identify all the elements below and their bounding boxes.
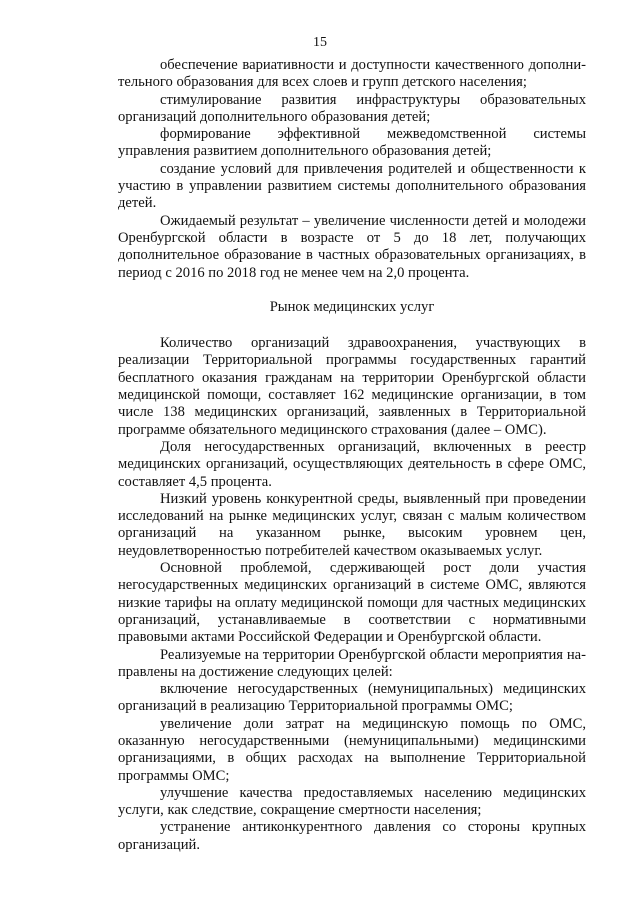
section-body: [118, 335, 586, 854]
paragraph-main-problem: Основной проблемой, сдерживающей рост доли участия негосударственных медицинских организаций в системе ОМС, являются низкие тарифы на оплату медицинской помощи для частных медицинских организаций, устанавливаемые в соответствии с нормативными правовыми актами Российской Федерации и Оренбургской области.: [118, 560, 586, 646]
goal-item-quality: улучшение качества предоставляемых населению медицинских услуги, как следствие, сокращение смертности населения;: [118, 784, 586, 819]
paragraph-organization-count: Количество организаций здравоохранения, участвующих в реализации Территориальной программы государственных гарантий бесплатного оказания гражданам на территории Оренбургской области медицинской помощи, составляет 162 медицинские организации, в том числе 138 медицинских организаций, заявленных в Территориальной программе обязательного медицинского страхования (далее – ОМС).: [118, 335, 586, 438]
paragraph-goals-intro: Реализуемые на территории Оренбургской области мероприятия направлены на достижение следующих целей:: [118, 646, 586, 680]
section-heading: Рынок медицинских услуг: [269, 298, 435, 315]
goal-item-parent-involvement: создание условий для привлечения родителей и общественности к участию в управлении развитием системы дополнительного образования детей.: [118, 160, 586, 212]
expected-result-paragraph: Ожидаемый результат – увеличение численности детей и молодежи Оренбургской области в возрасте от 5 до 18 лет, получающих дополнительное образование в частных образовательных организациях, в период с 2016 по 2018 год не менее чем на 2,0 процента.: [118, 212, 586, 281]
goal-item-inclusion: включение негосударственных (немуниципальных) медицинских организаций в реализацию Территориальной программы ОМС;: [118, 681, 586, 715]
goal-item-anticompetitive: устранение антиконкурентного давления со стороны крупных организаций.: [118, 819, 586, 853]
paragraph-private-share: Доля негосударственных организаций, включенных в реестр медицинских организаций, осуществляющих деятельность в сфере ОМС, составляет 4,5 процента.: [118, 438, 586, 490]
goal-item-infrastructure: стимулирование развития инфраструктуры образовательных организаций дополнительного образования детей;: [118, 91, 586, 125]
paragraph-low-competition: Низкий уровень конкурентной среды, выявленный при проведении исследований на рынке медицинских услуг, связан с малым количеством организаций на указанном рынке, высоким уровнем цен, неудовлетворенностью потребителей качеством оказываемых услуг.: [118, 490, 586, 559]
goal-item-cost-share: увеличение доли затрат на медицинскую помощь по ОМС, оказанную негосударственными (немуниципальными) медицинскими организациями, в общих расходах на выполнение Территориальной программы ОМС;: [118, 715, 586, 784]
page-body: [118, 57, 586, 854]
goal-item-management-system: формирование эффективной межведомственной системы управления развитием дополнительного образования детей;: [118, 126, 586, 160]
page-number: 15: [313, 35, 327, 50]
goal-item-variability: обеспечение вариативности и доступности качественного дополнительного образования для всех слоев и групп детского населения;: [118, 57, 586, 91]
